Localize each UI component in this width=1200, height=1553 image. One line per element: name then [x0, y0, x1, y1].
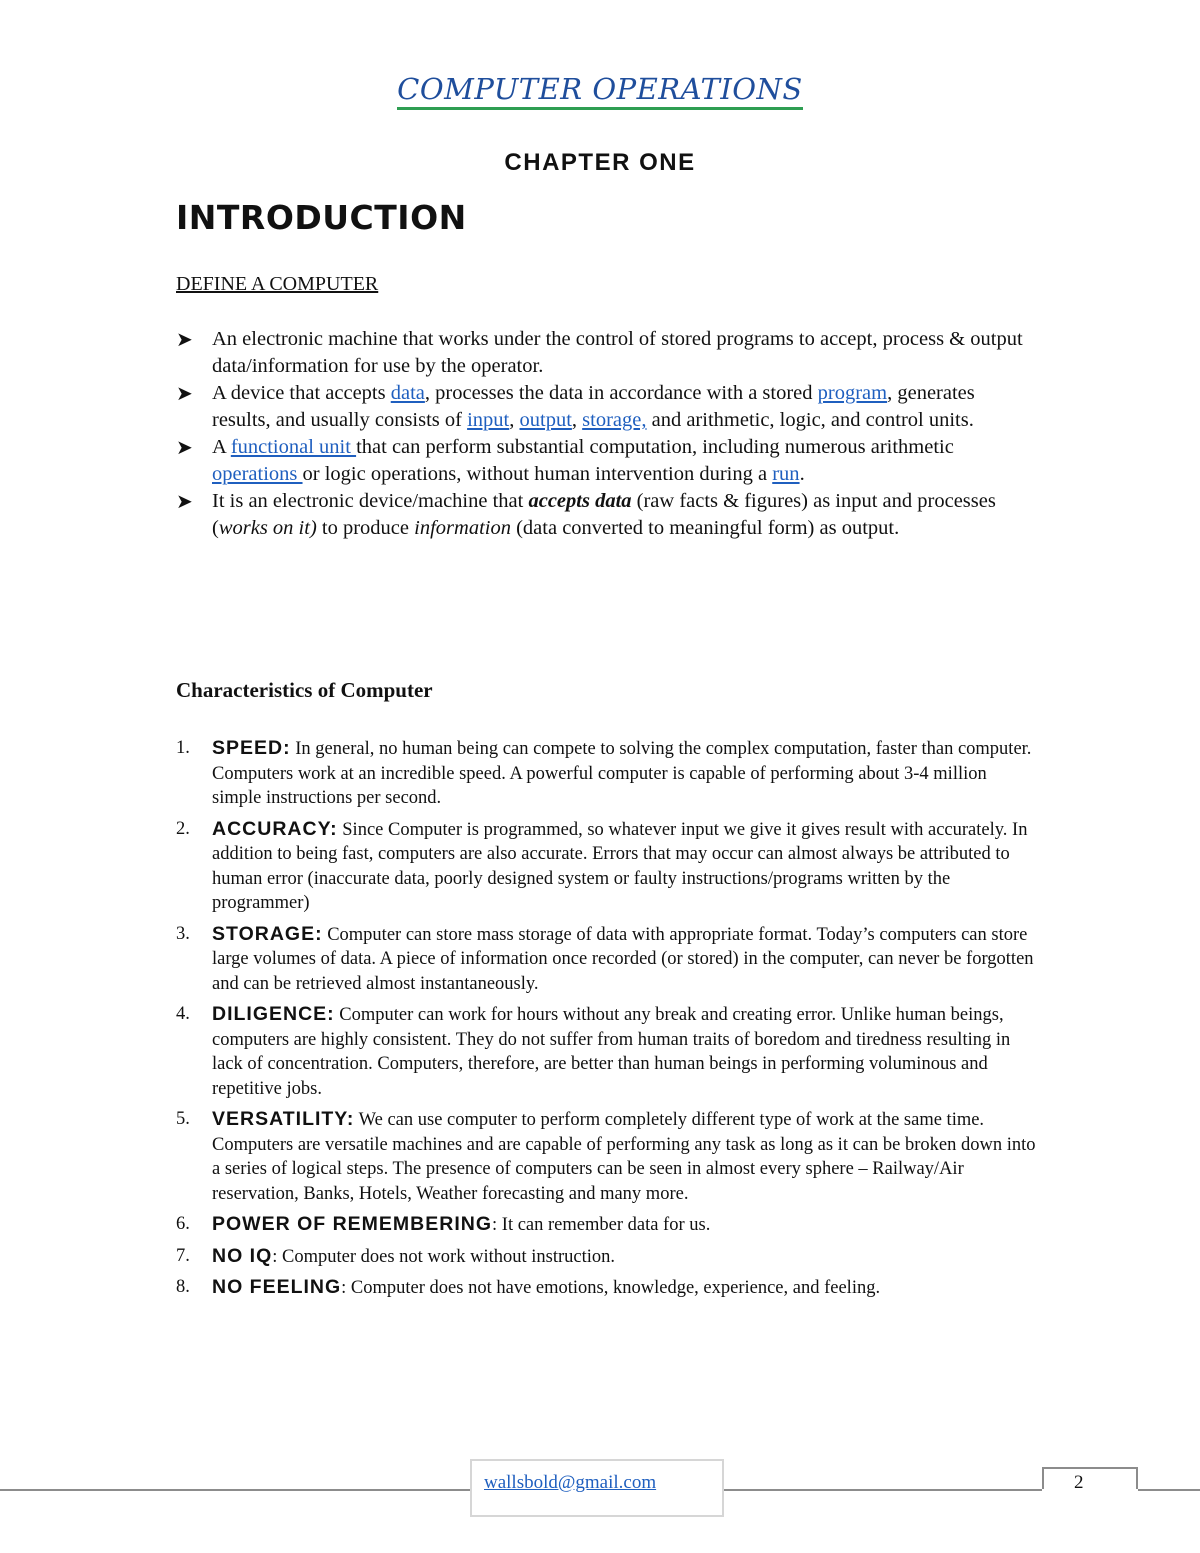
link-output[interactable]: output — [519, 409, 572, 431]
arrow-bullet-icon: ➤ — [176, 381, 193, 405]
arrow-bullet-icon: ➤ — [176, 435, 193, 459]
characteristics-list — [176, 736, 1036, 1307]
footer-email-link[interactable]: wallsbold@gmail.com — [484, 1472, 657, 1493]
section-title: INTRODUCTION — [176, 198, 467, 237]
footer-divider — [0, 1489, 470, 1491]
definition-list — [176, 326, 1036, 542]
list-item: 6. POWER OF REMEMBERING: It can remember data for us. — [176, 1213, 711, 1235]
link-run[interactable]: run — [772, 463, 800, 485]
definition-item: ➤ A functional unit that can perform substantial computation, including numerous arithmetic operations or logic operations, without human intervention during a run. — [176, 435, 954, 485]
list-item: 7. NO IQ: Computer does not work without instruction. — [176, 1244, 616, 1267]
footer-divider — [724, 1489, 1042, 1491]
list-item: 8. NO FEELING: Computer does not have emotions, knowledge, experience, and feeling. — [176, 1276, 881, 1298]
subheading-define: DEFINE A COMPUTER — [176, 273, 379, 295]
list-item: 1. SPEED: In general, no human being can compete to solving the complex computation, faster than computer. Computers work at an incredible speed. A powerful computer is capable of performing about 3-4 million simple instructions per second. — [176, 737, 1032, 808]
link-operations[interactable]: operations — [212, 463, 303, 485]
list-item: 5. VERSATILITY: We can use computer to perform completely different type of work at the same time. Computers are versatile machines and are capable of performing any task as long as it can be broken down into a series of logical steps. The presence of computers can be seen in almost every sphere – Railway/Air reservation, Banks, Hotels, Weather forecasting and many more. — [176, 1108, 1036, 1204]
chapter-heading: CHAPTER ONE — [504, 149, 696, 176]
link-storage[interactable]: storage, — [582, 409, 647, 431]
arrow-bullet-icon: ➤ — [176, 489, 193, 513]
link-program[interactable]: program — [817, 382, 888, 404]
definition-item: ➤ A device that accepts data, processes the data in accordance with a stored program, generates results, and usually consists of input, output, storage, and arithmetic, logic, and control units. — [176, 381, 975, 431]
definition-item: ➤ An electronic machine that works under the control of stored programs to accept, process & output data/information for use by the operator. — [176, 327, 1023, 377]
link-data[interactable]: data — [390, 382, 425, 404]
list-item: 2. ACCURACY: Since Computer is programmed, so whatever input we give it gives result with accurately. In addition to being fast, computers are also accurate. Errors that may occur can almost always be attributed to human error (inaccurate data, poorly designed system or faulty instructions/programs written by the programmer) — [176, 817, 1028, 913]
definition-item: ➤ It is an electronic device/machine that accepts data (raw facts & figures) as input and processes (works on it) to produce information (data converted to meaningful form) as output. — [176, 489, 996, 539]
page-number-tab — [1042, 1467, 1138, 1489]
footer-divider — [1138, 1489, 1200, 1491]
link-input[interactable]: input — [467, 409, 510, 431]
list-item: 3. STORAGE: Computer can store mass storage of data with appropriate format. Today’s computers can store large volumes of data. A piece of information once recorded (or stored) in the computer, can never be forgotten and can be retrieved almost instantaneously. — [176, 922, 1034, 994]
page-number: 2 — [1074, 1472, 1084, 1493]
list-item: 4. DILIGENCE: Computer can work for hours without any break and creating error. Unlike human beings, computers are highly consistent. They do not suffer from human traits of boredom and tiredness resulting in lack of concentration. Computers, therefore, are better than human beings in performing voluminous and repetitive jobs. — [176, 1003, 1011, 1099]
document-title: COMPUTER OPERATIONS — [0, 72, 1200, 106]
characteristics-heading: Characteristics of Computer — [176, 678, 433, 702]
arrow-bullet-icon: ➤ — [176, 327, 193, 351]
link-functional-unit[interactable]: functional unit — [230, 436, 357, 458]
